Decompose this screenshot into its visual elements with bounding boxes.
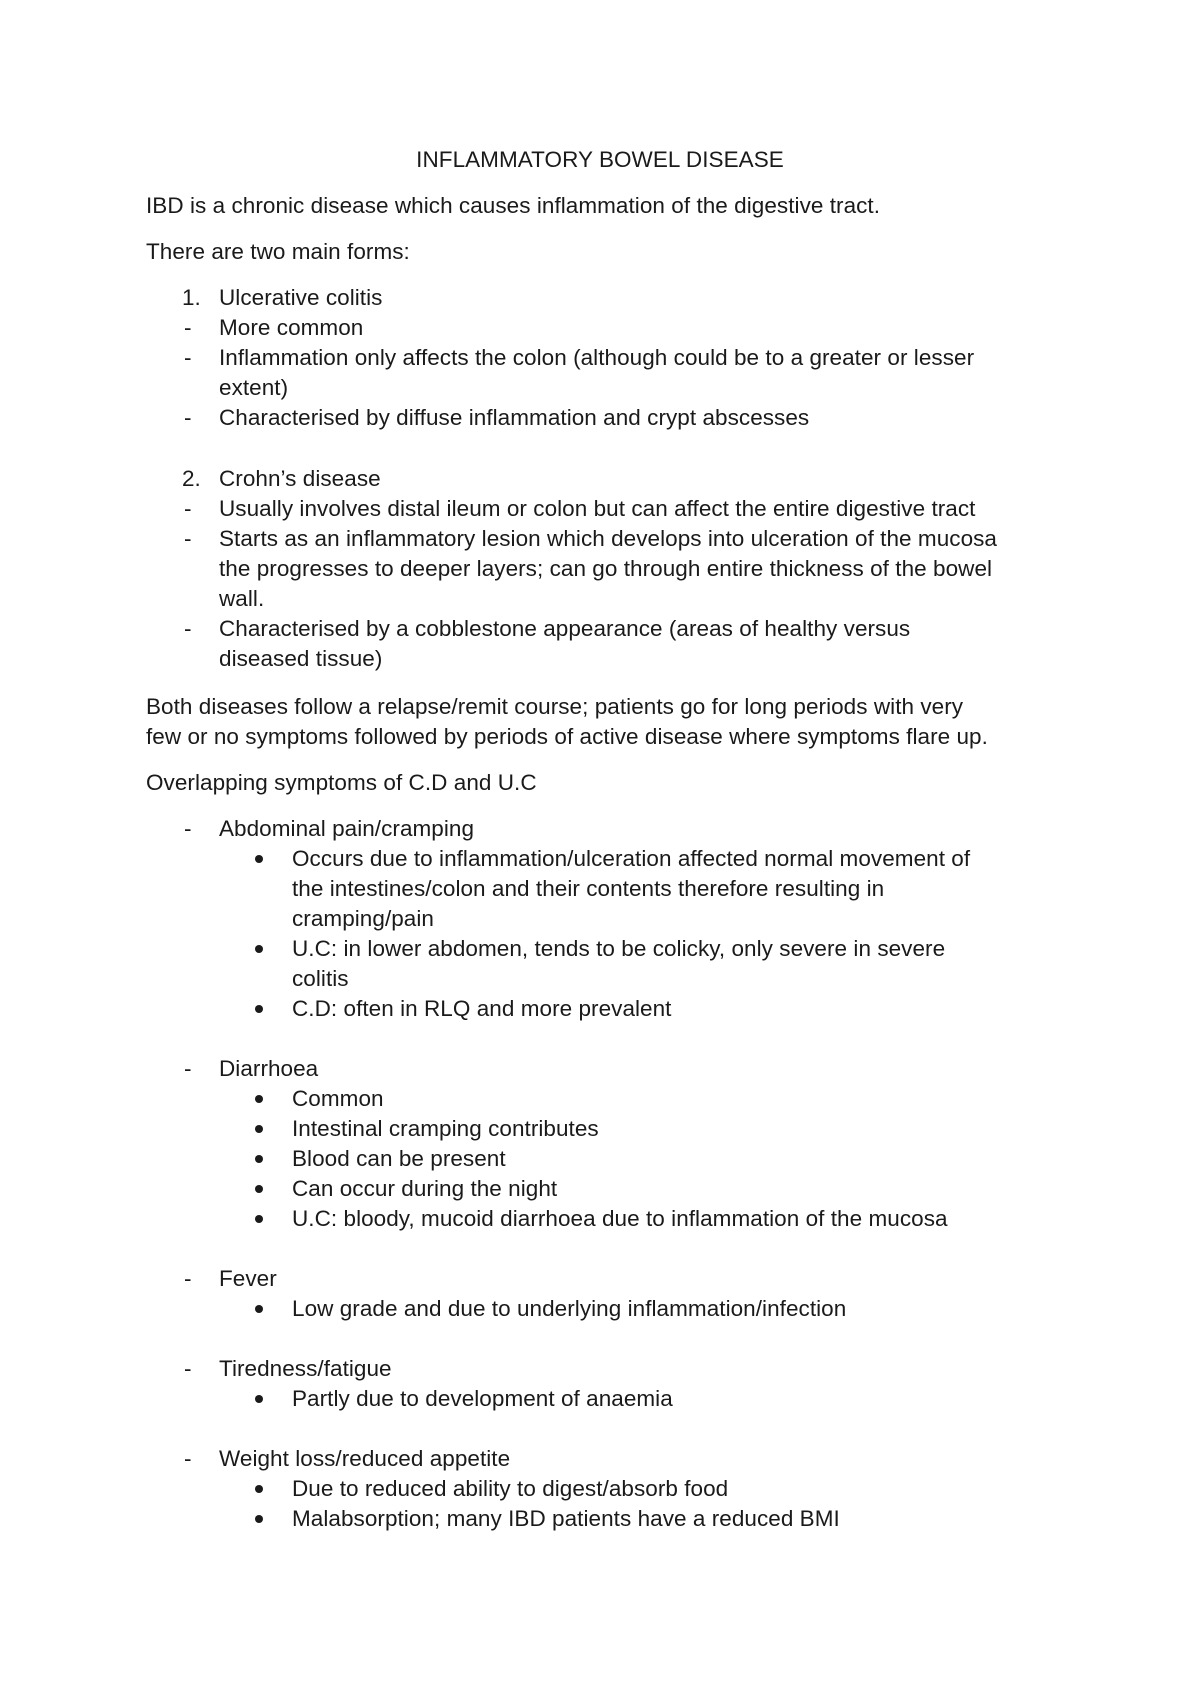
dash-marker: -: [184, 496, 192, 521]
form-point: Inflammation only affects the colon (although could be to a greater or lesser: [219, 345, 975, 370]
page-title: INFLAMMATORY BOWEL DISEASE: [416, 147, 784, 172]
dash-marker: -: [184, 1356, 192, 1381]
symptom-detail: Can occur during the night: [292, 1176, 558, 1201]
dash-marker: -: [184, 526, 192, 551]
form-point: Usually involves distal ileum or colon but can affect the entire digestive tract: [219, 496, 976, 521]
bullet-icon: [255, 1155, 263, 1163]
dash-marker: -: [184, 315, 192, 340]
bullet-icon: [255, 855, 263, 863]
symptom-detail: Malabsorption; many IBD patients have a reduced BMI: [292, 1506, 840, 1531]
bullet-icon: [255, 1005, 263, 1013]
dash-marker: -: [184, 1446, 192, 1471]
form-point-continuation: the progresses to deeper layers; can go through entire thickness of the bowel: [219, 556, 993, 581]
symptom-name: Abdominal pain/cramping: [219, 816, 475, 841]
symptom-detail: C.D: often in RLQ and more prevalent: [292, 996, 672, 1021]
intro-paragraph: IBD is a chronic disease which causes inflammation of the digestive tract.: [146, 193, 881, 218]
course-paragraph-line: few or no symptoms followed by periods of active disease where symptoms flare up.: [146, 724, 988, 749]
dash-marker: -: [184, 816, 192, 841]
list-number: 2.: [182, 466, 201, 491]
form-point: Characterised by a cobblestone appearance (areas of healthy versus: [219, 616, 911, 641]
bullet-icon: [255, 945, 263, 953]
symptom-detail: Low grade and due to underlying inflammation/infection: [292, 1296, 847, 1321]
dash-marker: -: [184, 1056, 192, 1081]
bullet-icon: [255, 1515, 263, 1523]
dash-marker: -: [184, 616, 192, 641]
symptom-detail: Common: [292, 1086, 384, 1111]
symptom-detail: Intestinal cramping contributes: [292, 1116, 599, 1141]
symptom-detail: Partly due to development of anaemia: [292, 1386, 673, 1411]
form-heading: Ulcerative colitis: [219, 285, 383, 310]
bullet-icon: [255, 1215, 263, 1223]
symptom-detail-continuation: the intestines/colon and their contents therefore resulting in: [292, 876, 885, 901]
bullet-icon: [255, 1125, 263, 1133]
bullet-icon: [255, 1485, 263, 1493]
symptom-detail: Blood can be present: [292, 1146, 506, 1171]
symptom-detail-continuation: cramping/pain: [292, 906, 434, 931]
course-paragraph-line: Both diseases follow a relapse/remit course; patients go for long periods with very: [146, 694, 964, 719]
symptom-name: Tiredness/fatigue: [219, 1356, 392, 1381]
form-point-continuation: extent): [219, 375, 289, 400]
symptom-detail-continuation: colitis: [292, 966, 349, 991]
bullet-icon: [255, 1395, 263, 1403]
dash-marker: -: [184, 405, 192, 430]
symptom-name: Fever: [219, 1266, 277, 1291]
form-point: More common: [219, 315, 364, 340]
dash-marker: -: [184, 345, 192, 370]
bullet-icon: [255, 1095, 263, 1103]
forms-intro: There are two main forms:: [146, 239, 410, 264]
form-heading: Crohn’s disease: [219, 466, 381, 491]
form-point-continuation: diseased tissue): [219, 646, 383, 671]
form-point-continuation: wall.: [219, 586, 265, 611]
form-point: Characterised by diffuse inflammation and crypt abscesses: [219, 405, 810, 430]
symptom-name: Diarrhoea: [219, 1056, 319, 1081]
symptom-detail: U.C: bloody, mucoid diarrhoea due to inflammation of the mucosa: [292, 1206, 948, 1231]
dash-marker: -: [184, 1266, 192, 1291]
bullet-icon: [255, 1185, 263, 1193]
symptoms-heading: Overlapping symptoms of C.D and U.C: [146, 770, 537, 795]
list-number: 1.: [182, 285, 201, 310]
form-point: Starts as an inflammatory lesion which develops into ulceration of the mucosa: [219, 526, 997, 551]
symptom-name: Weight loss/reduced appetite: [219, 1446, 511, 1471]
symptom-detail: Occurs due to inflammation/ulceration affected normal movement of: [292, 846, 971, 871]
symptom-detail: U.C: in lower abdomen, tends to be colicky, only severe in severe: [292, 936, 946, 961]
bullet-icon: [255, 1305, 263, 1313]
symptom-detail: Due to reduced ability to digest/absorb food: [292, 1476, 729, 1501]
